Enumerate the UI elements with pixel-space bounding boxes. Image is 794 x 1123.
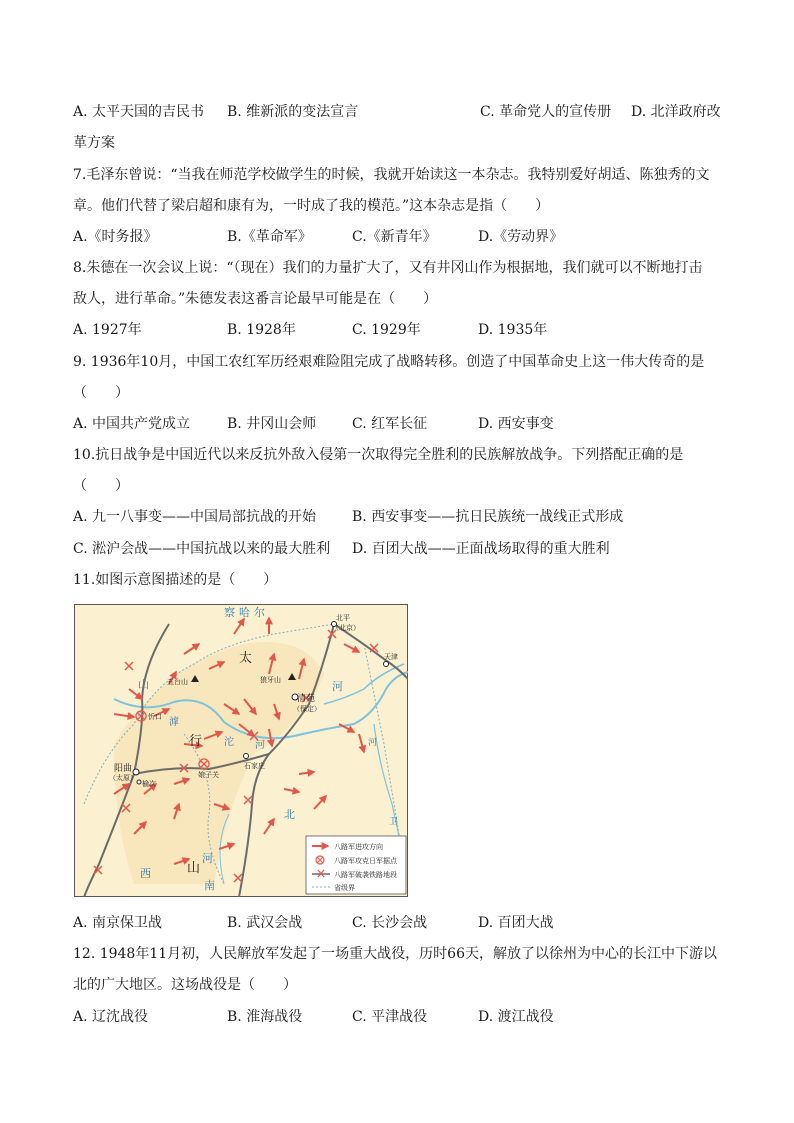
q12-stem-line-1: 12. 1948年11月初，人民解放军发起了一场重大战役，历时66天，解放了以徐州为中心的长江中下游以	[73, 946, 717, 962]
map-label-hu: 滹	[169, 717, 179, 728]
map-label-baoding: （保定）	[293, 705, 321, 713]
map-label-tai: 太	[239, 651, 253, 666]
q11-stem: 11.如图示意图描述的是（ ）	[73, 572, 278, 588]
q12-option-d: D. 渡江战役	[478, 1009, 554, 1025]
q12-option-b: B. 淮海战役	[227, 1009, 303, 1025]
legend-attack-direction: 八路军进攻方向	[334, 843, 383, 851]
map-label-yuci: 榆次	[142, 780, 156, 788]
q11-option-a: A. 南京保卫战	[73, 915, 163, 931]
q9-stem-line-1: 9. 1936年10月，中国工农红军历经艰难险阻完成了战略转移。创造了中国革命史上这一伟大传奇的是	[73, 354, 705, 370]
q11-option-c: C. 长沙会战	[352, 915, 428, 931]
q7-stem-line-1: 7.毛泽东曾说：“当我在师范学校做学生的时候，我就开始读这一本杂志。我特别爱好胡适、陈独秀的文	[73, 167, 710, 183]
map-label-chahar: 察哈尔	[224, 606, 269, 619]
map-label-he: 河	[255, 740, 265, 751]
shijiazhuang-city	[244, 754, 249, 759]
q7-option-d: D.《劳动界》	[478, 229, 564, 245]
q6-option-d-continued: 革方案	[73, 135, 115, 151]
q7-option-c: C.《新青年》	[352, 229, 437, 245]
q7-option-a: A.《时务报》	[73, 229, 158, 245]
map-label-tianjin: 天津	[384, 653, 398, 661]
map-label-niangziguan: 娘子关	[198, 771, 219, 779]
legend-captured-stronghold: 八路军攻克日军据点	[334, 857, 397, 865]
q9-option-b: B. 井冈山会师	[227, 416, 317, 432]
q8-stem-line-2: 敌人，进行革命。”朱德发表这番言论最早可能是在（ ）	[73, 291, 438, 307]
map-label-beijing: （北京）	[332, 624, 360, 632]
map-label-hang: 行	[189, 734, 203, 749]
q8-option-d: D. 1935年	[478, 322, 548, 338]
q9-stem-line-2: （ ）	[73, 385, 129, 401]
map-label-nan: 南	[204, 879, 215, 892]
q10-option-a: A. 九一八事变——中国局部抗战的开始	[73, 509, 317, 525]
q10-stem-line-1: 10.抗日战争是中国近代以来反抗外敌入侵第一次取得完全胜利的民族解放战争。下列搭配正确的是	[73, 447, 684, 463]
map-label-he2: 河	[332, 680, 343, 693]
map-label-he4: 河	[202, 852, 213, 865]
map-label-langyashan: 狼牙山	[260, 676, 281, 684]
yuci-city	[137, 780, 141, 784]
q11-option-d: D. 百团大战	[478, 915, 554, 931]
q9-option-c: C. 红军长征	[352, 416, 428, 432]
q8-option-b: B. 1928年	[227, 322, 296, 338]
q10-option-b: B. 西安事变——抗日民族统一战线正式形成	[352, 509, 624, 525]
q12-option-c: C. 平津战役	[352, 1009, 428, 1025]
q8-option-c: C. 1929年	[352, 322, 421, 338]
q6-option-b: B. 维新派的变法宣言	[227, 104, 359, 120]
map-label-shijiazhuang: 石家庄	[244, 762, 265, 770]
q6-option-c: C. 革命党人的宣传册	[480, 104, 612, 120]
q12-option-a: A. 辽沈战役	[73, 1009, 149, 1025]
q12-stem-line-2: 北的广大地区。这场战役是（ ）	[73, 977, 297, 993]
q7-option-b: B.《革命军》	[227, 229, 312, 245]
hundred-regiments-offensive-map	[74, 604, 408, 897]
q8-stem-line-1: 8.朱德在一次会议上说：“（现在）我们的力量扩大了，又有井冈山作为根据地，我们就可以不断地打击	[73, 260, 703, 276]
legend-provincial-boundary: 省级界	[334, 884, 355, 892]
legend-railway-sabotage: 八路军破袭铁路地段	[334, 871, 397, 879]
map-label-taiyuan: （太原）	[109, 774, 137, 782]
map-label-shan: 山	[187, 861, 201, 876]
map-label-xi: 西	[140, 867, 151, 880]
q6-option-d: D. 北洋政府改	[631, 104, 721, 120]
tianjin-city	[384, 662, 389, 667]
map-label-bei: 北	[284, 808, 295, 821]
q10-option-d: D. 百团大战——正面战场取得的重大胜利	[352, 541, 610, 557]
map-label-wutaishan: 五台山	[167, 678, 188, 686]
q8-option-a: A. 1927年	[73, 322, 142, 338]
q9-option-a: A. 中国共产党成立	[73, 416, 191, 432]
map-label-yangqu: 阳曲	[114, 764, 133, 774]
map-label-qingyuan: 清苑	[297, 694, 316, 704]
q9-option-d: D. 西安事变	[478, 416, 554, 432]
q10-stem-line-2: （ ）	[73, 478, 129, 494]
map-legend	[306, 836, 406, 894]
q10-option-c: C. 淞沪会战——中国抗战以来的最大胜利	[73, 541, 331, 557]
map-label-wei: 卫	[389, 817, 399, 827]
q6-option-a: A. 太平天国的吉民书	[73, 104, 205, 120]
q11-option-b: B. 武汉会战	[227, 915, 303, 931]
map-label-tuo: 沱	[224, 737, 234, 748]
map-label-shan2: 山	[138, 678, 149, 691]
map-label-xinkou: 忻口	[148, 713, 162, 721]
q7-stem-line-2: 章。他们代替了梁启超和康有为，一时成了我的模范。”这本杂志是指（ ）	[73, 198, 550, 214]
map-label-he3: 河	[368, 738, 378, 748]
map-label-beiping: 北平	[336, 614, 350, 622]
